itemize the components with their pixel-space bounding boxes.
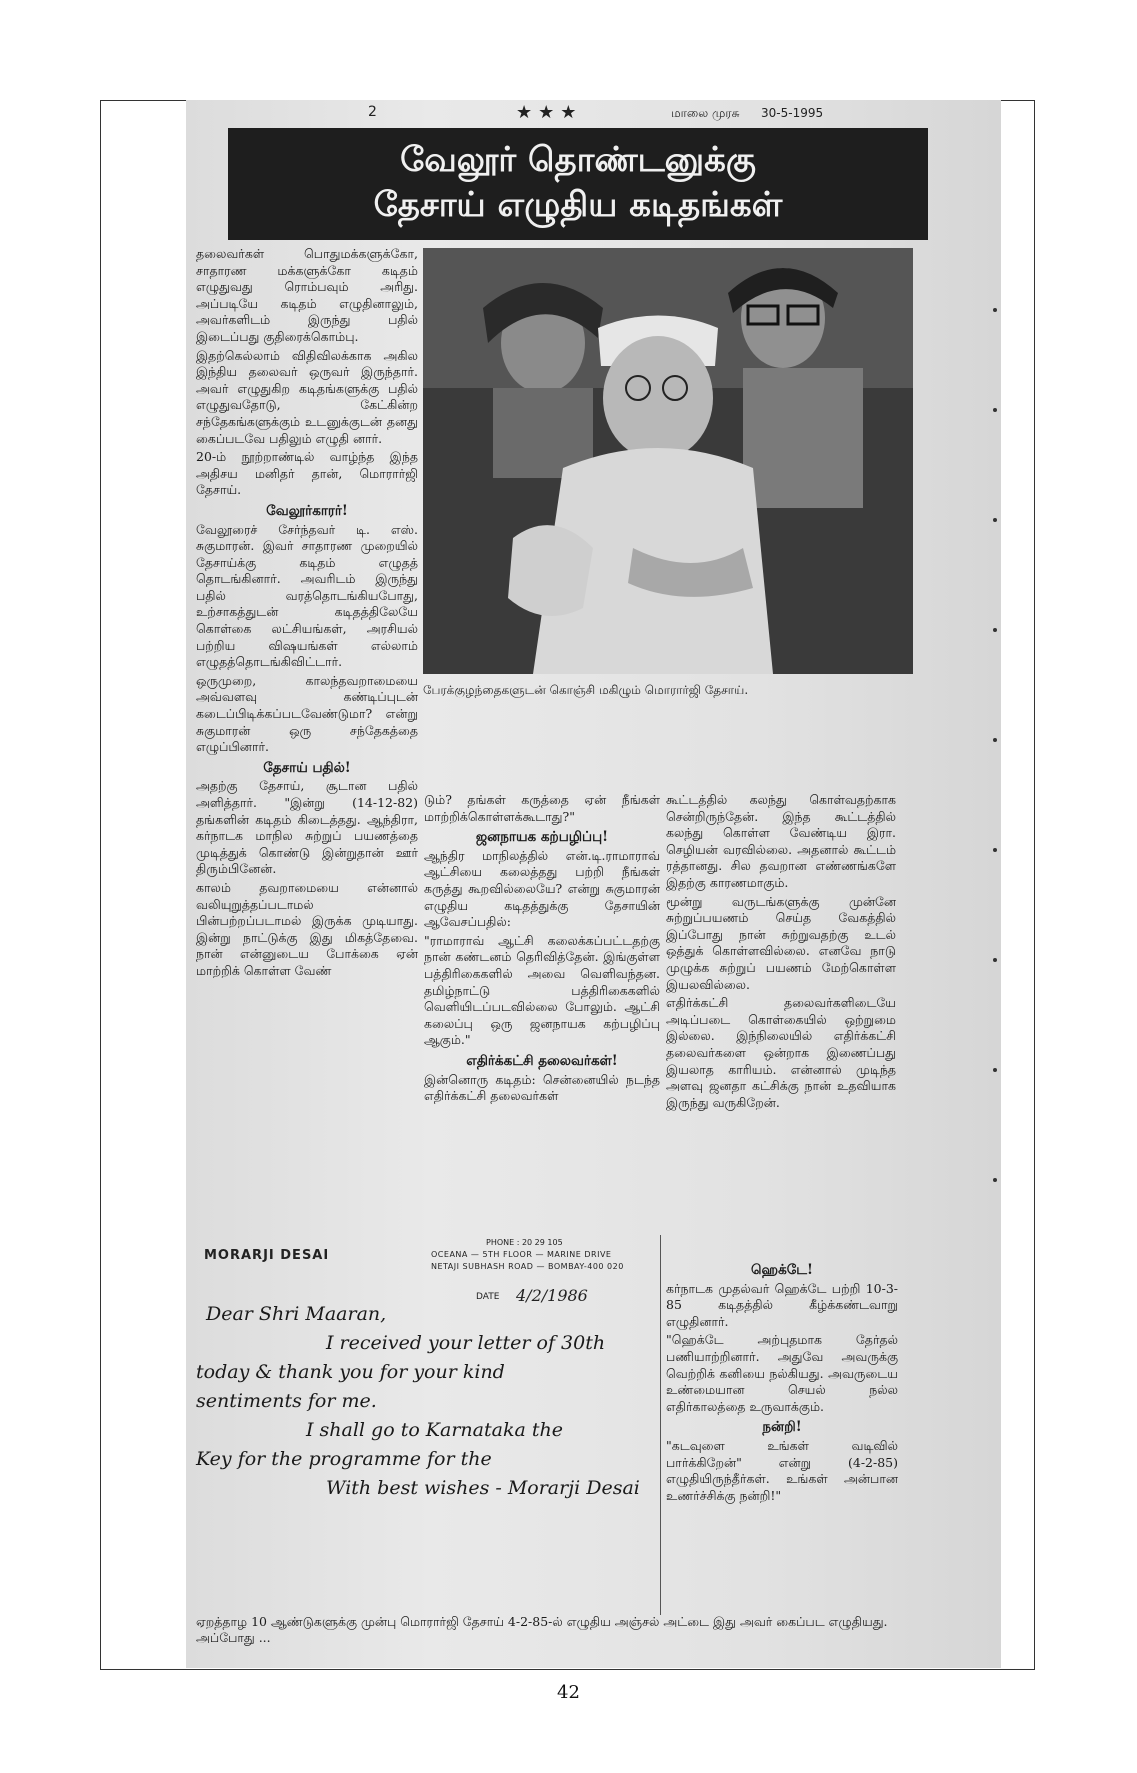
paragraph: தலைவர்கள் பொதுமக்களுக்கோ, சாதாரண மக்களுக்கோ கடிதம் எழுதுவது ரொம்பவும் அரிது. அப்படியே கடிதம் எழுதினாலும், அவர்களிடம் இருந்து பதில் இடைப்பது குதிரைக்கொம்பு. <box>196 246 418 344</box>
paragraph: கூட்டத்தில் கலந்து கொள்வதற்காக சென்றிருந்தேன். இந்த கூட்டத்தில் கலந்து கொள்ள வேண்டிய இரா. செழியன் வரவில்லை. அதனால் கூட்டம் ரத்தானது. சில தவறான எண்ணங்களே இதற்கு காரணமாகும். <box>666 792 896 890</box>
photo-footnote: ஏறத்தாழ 10 ஆண்டுகளுக்கு முன்பு மொரார்ஜி தேசாய் 4-2-85-ல் எழுதிய அஞ்சல் அட்டை இது அவர் கைப்பட எழுதியது. அப்போது ... <box>196 1614 888 1645</box>
paragraph: 20-ம் நூற்றாண்டில் வாழ்ந்த இந்த அதிசய மனிதர் தான், மொரார்ஜி தேசாய். <box>196 449 418 498</box>
letterhead-name: MORARJI DESAI <box>204 1248 330 1263</box>
handwriting-line: I shall go to Karnataka the <box>306 1419 563 1441</box>
letterhead-date-value: 4/2/1986 <box>516 1286 588 1305</box>
article-column-4 <box>666 1258 898 1506</box>
paragraph: "ராமாராவ் ஆட்சி கலைக்கப்பட்டதற்கு நான் கண்டனம் தெரிவித்தேன். இங்குள்ள பத்திரிகைகளில் அவை வெளிவந்தன. தமிழ்நாட்டு பத்திரிகைகளில் வெளியிடப்படவில்லை போலும். ஆட்சி கலைப்பு ஒரு ஜனநாயக கற்பழிப்பு ஆகும்." <box>424 932 660 1048</box>
paragraph: இன்னொரு கடிதம்: சென்னையில் நடந்த எதிர்க்கட்சி தலைவர்கள் <box>424 1071 660 1104</box>
headline-line-1: வேலூர் தொண்டனுக்கு <box>400 140 756 180</box>
handwriting-line: Dear Shri Maaran, <box>206 1303 387 1325</box>
handwriting-line: Key for the programme for the <box>196 1448 492 1470</box>
headline-banner <box>228 128 928 240</box>
newspaper-clipping <box>186 100 1001 1668</box>
page-number: 42 <box>557 1682 580 1703</box>
handwriting-line: With best wishes - Morarji Desai <box>326 1477 640 1499</box>
photo-illustration <box>423 248 913 674</box>
handwriting-line: I received your letter of 30th <box>326 1332 606 1354</box>
paragraph: கர்நாடக முதல்வர் ஹெக்டே பற்றி 10-3-85 கடிதத்தில் கீழ்க்கண்டவாறு எழுதினார். <box>666 1280 898 1329</box>
paragraph: ஒருமுறை, காலந்தவறாமையை அவ்வளவு கண்டிப்புடன் கடைப்பிடிக்கப்படவேண்டுமா? என்று சுகுமாரன் ஒரு சந்தேகத்தை எழுப்பினார். <box>196 672 418 755</box>
paragraph: அதற்கு தேசாய், சூடான பதில் அளித்தார். "இன்று (14-12-82) தங்களின் கடிதம் கிடைத்தது. ஆந்திரா, கர்நாடக மாநில சுற்றுப் பயணத்தை முடித்துக் கொண்டு இன்றுதான் ஊர் திரும்பினேன். <box>196 778 418 877</box>
article-column-2 <box>424 792 660 1107</box>
handwritten-letter <box>196 1300 666 1503</box>
news-photo <box>423 248 913 674</box>
paragraph: வேலூரைச் சேர்ந்தவர் டி. எஸ். சுகுமாரன். இவர் சாதாரண முறையில் தேசாய்க்கு கடிதம் எழுதத் தொடங்கினார். அவரிடம் இருந்து பதில் வரத்தொடங்கியபோது, உற்சாகத்துடன் கடிதத்திலேயே கொள்கை லட்சியங்கள், அரசியல் பற்றிய விஷயங்கள் எல்லாம் எழுதத்தொடங்கிவிட்டார். <box>196 521 418 670</box>
clipping-edge-marks <box>989 250 1001 1650</box>
subheading: நன்றி! <box>762 1419 802 1436</box>
article-column-3 <box>666 792 896 1113</box>
subheading: எதிர்க்கட்சி தலைவர்கள்! <box>466 1052 618 1069</box>
subheading: ஜனநாயக கற்பழிப்பு! <box>475 829 609 846</box>
masthead-date: 30-5-1995 <box>761 106 824 120</box>
paragraph: ஆந்திர மாநிலத்தில் என்.டி.ராமாராவ் ஆட்சியை கலைத்தது பற்றி நீங்கள் கருத்து கூறவில்லையே? என்று சுகுமாரன் எழுதிய கடிதத்துக்கு தேசாயின் ஆவேசப்பதில்: <box>424 847 660 930</box>
paragraph: "ஹெக்டே அற்புதமாக தேர்தல் பணியாற்றினார். அதுவே அவருக்கு வெற்றிக் கனியை நல்கியது. அவருடைய உண்மையான செயல் நல்ல எதிர்காலத்தை உருவாக்கும். <box>666 1332 898 1414</box>
photo-caption: பேரக்குழந்தைகளுடன் கொஞ்சி மகிழும் மொரார்ஜி தேசாய். <box>423 683 749 697</box>
subheading: தேசாய் பதில்! <box>263 759 351 776</box>
handwriting-line: sentiments for me. <box>196 1390 377 1412</box>
letterhead-address-line-1: OCEANA — 5TH FLOOR — MARINE DRIVE <box>431 1250 612 1259</box>
letterhead-date-label: DATE <box>476 1292 500 1302</box>
letterhead-address-line-2: NETAJI SUBHASH ROAD — BOMBAY-400 020 <box>431 1262 624 1271</box>
paragraph: எதிர்க்கட்சி தலைவர்களிடையே அடிப்படை கொள்கையில் ஒற்றுமை இல்லை. இந்நிலையில் எதிர்க்கட்சி தலைவர்களை ஒன்றாக இணைப்பது இயலாத காரியம். என்னால் முடிந்த அளவு ஜனதா கட்சிக்கு நான் உதவியாக இருந்து வருகிறேன். <box>666 995 896 1110</box>
letterhead-phone: PHONE : 20 29 105 <box>486 1238 563 1247</box>
subheading: ஹெக்டே! <box>751 1262 813 1278</box>
masthead-page-number: 2 <box>368 104 377 120</box>
paragraph: மூன்று வருடங்களுக்கு முன்னே சுற்றுப்பயணம் செய்த வேகத்தில் இப்போது நான் சுற்றுவதற்கு உடல் ஒத்துக் கொள்ளவில்லை. எனவே நாடு முழுக்க சுற்றுப் பயணம் மேற்கொள்ள இயலவில்லை. <box>666 893 896 992</box>
handwriting-line: today & thank you for your kind <box>196 1361 505 1383</box>
masthead-stars: ★★★ <box>516 102 583 123</box>
headline-line-2: தேசாய் எழுதிய கடிதங்கள் <box>373 185 783 225</box>
masthead <box>186 100 1001 128</box>
masthead-paper-name: மாலை முரசு <box>671 106 740 120</box>
subheading: வேலூர்காரர்! <box>266 502 348 519</box>
paragraph: காலம் தவறாமையை என்னால் வலியுறுத்தப்படாமல் பின்பற்றப்படாமல் இருக்க முடியாது. இன்று நாட்டுக்கு இது மிகத்தேவை. நான் என்னுடைய போக்கை ஏன் மாற்றிக் கொள்ள வேண் <box>196 879 418 978</box>
article-column-1 <box>196 246 418 982</box>
paragraph: இதற்கெல்லாம் விதிவிலக்காக அகில இந்திய தலைவர் ஒருவர் இருந்தார். அவர் எழுதுகிற கடிதங்களுக்கு பதில் எழுதுவதோடு, கேட்கின்ற சந்தேகங்களுக்கும் உடனுக்குடன் தனது கைப்படவே பதிலும் எழுதி னார். <box>196 347 418 446</box>
paragraph: டும்? தங்கள் கருத்தை ஏன் நீங்கள் மாற்றிக்கொள்ளக்கூடாது?" <box>424 792 660 824</box>
paragraph: "கடவுளை உங்கள் வடிவில் பார்க்கிறேன்" என்று (4-2-85) எழுதியிருந்தீர்கள். உங்கள் அன்பான உணர்ச்சிக்கு நன்றி!" <box>666 1437 898 1503</box>
